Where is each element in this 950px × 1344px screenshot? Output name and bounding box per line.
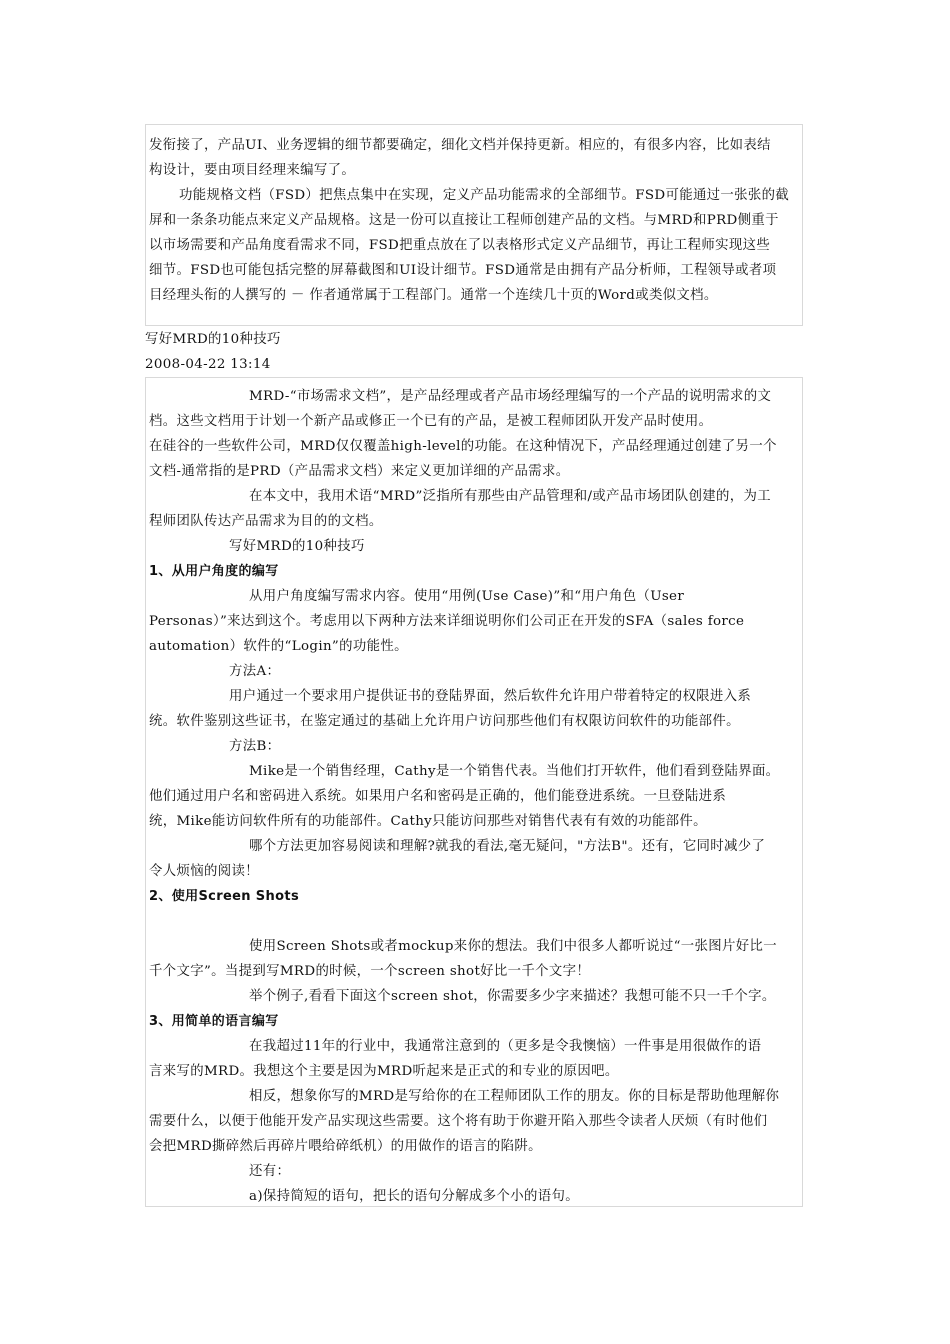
paragraph-line: automation）软件的“Login”的功能性。 (149, 639, 408, 654)
paragraph-line: 以市场需要和产品角度看需求不同，FSD把重点放在了以表格形式定义产品细节，再让工程师实现这些 (149, 238, 771, 253)
blank-line (149, 909, 799, 934)
post-title: 写好MRD的10种技巧 (145, 332, 281, 347)
paragraph-line: 在硅谷的一些软件公司，MRD仅仅覆盖high-level的功能。在这种情况下，产品经理通过创建了另一个 (149, 439, 777, 454)
paragraph-line: 哪个方法更加容易阅读和理解?就我的看法,毫无疑问，"方法B"。还有，它同时减少了 (249, 839, 766, 854)
paragraph-line: Personas）”来达到这个。考虑用以下两种方法来详细说明你们公司正在开发的SFA（sales force (149, 614, 745, 629)
content-block-fsd (145, 124, 803, 326)
paragraph-line: 还有： (249, 1164, 291, 1179)
method-label-a: 方法A： (229, 664, 281, 679)
paragraph-line: 统，Mike能访问软件所有的功能部件。Cathy只能访问那些对销售代表有有效的功能部件。 (149, 814, 707, 829)
paragraph-line: 需要什么，以便于他能开发产品实现这些需要。这个将有助于你避开陷入那些令读者人厌烦（有时他们 (149, 1114, 768, 1129)
section-heading-2: 2、使用Screen Shots (149, 889, 300, 904)
paragraph-line: 档。这些文档用于计划一个新产品或修正一个已有的产品，是被工程师团队开发产品时使用。 (149, 414, 713, 429)
paragraph-line: 举个例子,看看下面这个screen shot，你需要多少字来描述？我想可能不只一千个字。 (249, 989, 776, 1004)
paragraph-line: 使用Screen Shots或者mockup来你的想法。我们中很多人都听说过“一张图片好比一 (249, 939, 777, 954)
paragraph-line: 功能规格文档（FSD）把焦点集中在实现，定义产品功能需求的全部细节。FSD可能通过一张张的截 (179, 188, 790, 203)
paragraph-line: 程师团队传达产品需求为目的的文档。 (149, 514, 383, 529)
inline-heading: 写好MRD的10种技巧 (229, 539, 365, 554)
paragraph-line: 千个文字”。当提到写MRD的时候，一个screen shot好比一千个文字！ (149, 964, 591, 979)
section-heading-1: 1、从用户角度的编写 (149, 564, 279, 579)
paragraph-line: 用户通过一个要求用户提供证书的登陆界面，然后软件允许用户带着特定的权限进入系 (229, 689, 752, 704)
paragraph-line: 在本文中，我用术语“MRD”泛指所有那些由产品管理和/或产品市场团队创建的，为工 (249, 489, 772, 504)
paragraph-line: 会把MRD撕碎然后再碎片喂给碎纸机）的用做作的语言的陷阱。 (149, 1139, 542, 1154)
paragraph-line: a)保持简短的语句，把长的语句分解成多个小的语句。 (249, 1189, 579, 1204)
paragraph-line: 从用户角度编写需求内容。使用“用例(Use Case)”和“用户角色（User (249, 589, 685, 604)
paragraph-line: 令人烦恼的阅读！ (149, 864, 259, 879)
section-heading-3: 3、用简单的语言编写 (149, 1014, 279, 1029)
paragraph-line: 文档-通常指的是PRD（产品需求文档）来定义更加详细的产品需求。 (149, 464, 570, 479)
paragraph-line: 相反，想象你写的MRD是写给你的在工程师团队工作的朋友。你的目标是帮助他理解你 (249, 1089, 780, 1104)
paragraph-line: Mike是一个销售经理，Cathy是一个销售代表。当他们打开软件，他们看到登陆界面。 (249, 764, 780, 779)
paragraph-line: 统。软件鉴别这些证书，在鉴定通过的基础上允许用户访问那些他们有权限访问软件的功能部件。 (149, 714, 740, 729)
paragraph-line: 他们通过用户名和密码进入系统。如果用户名和密码是正确的，他们能登进系统。一旦登陆进系 (149, 789, 727, 804)
paragraph-line: 细节。FSD也可能包括完整的屏幕截图和UI设计细节。FSD通常是由拥有产品分析师，工程领导或者项 (149, 263, 777, 278)
paragraph-line: 言来写的MRD。我想这个主要是因为MRD听起来是正式的和专业的原因吧。 (149, 1064, 619, 1079)
content-block-mrd-tips (145, 377, 803, 1207)
paragraph-line: 构设计，要由项目经理来编写了。 (149, 163, 356, 178)
paragraph-line: 发衔接了，产品UI、业务逻辑的细节都要确定，细化文档并保持更新。相应的，有很多内容，比如表结 (149, 138, 771, 153)
method-label-b: 方法B： (229, 739, 281, 754)
paragraph-line: 屏和一条条功能点来定义产品规格。这是一份可以直接让工程师创建产品的文档。与MRD和PRD侧重于 (149, 213, 779, 228)
paragraph-line: 在我超过11年的行业中，我通常注意到的（更多是令我懊恼）一件事是用很做作的语 (249, 1039, 762, 1054)
paragraph-line: MRD-“市场需求文档”，是产品经理或者产品市场经理编写的一个产品的说明需求的文 (249, 389, 772, 404)
paragraph-line: 目经理头衔的人撰写的 － 作者通常属于工程部门。通常一个连续几十页的Word或类似文档。 (149, 288, 718, 303)
post-date: 2008-04-22 13:14 (145, 357, 271, 372)
